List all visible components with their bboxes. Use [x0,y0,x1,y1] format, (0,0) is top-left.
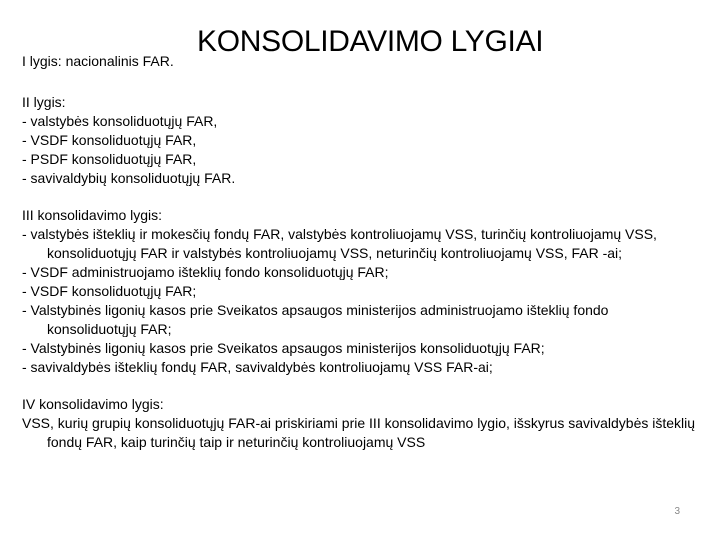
level-four-section [22,395,698,452]
level-four-item: VSS, kurių grupių konsoliduotųjų FAR-ai priskiriami prie III konsolidavimo lygio, išskyrus savivaldybės išteklių fondų FAR, kaip turinčių taip ir neturinčių kontroliuojamų VSS [22,415,696,450]
level-two-section [22,93,698,188]
level-two-item: - PSDF konsoliduotųjų FAR, [22,151,197,167]
level-two-heading: II lygis: [22,94,66,110]
level-three-item: - VSDF administruojamo išteklių fondo konsoliduotųjų FAR; [22,264,389,280]
level-three-heading: III konsolidavimo lygis: [22,207,163,223]
slide-body [22,93,698,470]
level-two-item: - VSDF konsoliduotųjų FAR, [22,132,197,148]
page-number: 3 [674,506,680,517]
level-three-item: - Valstybinės ligonių kasos prie Sveikatos apsaugos ministerijos konsoliduotųjų FAR; [22,340,545,356]
level-one-text: I lygis: nacionalinis FAR. [22,53,174,69]
slide-title: KONSOLIDAVIMO LYGIAI [197,25,544,58]
level-four-heading: IV konsolidavimo lygis: [22,396,164,412]
level-three-item: - VSDF konsoliduotųjų FAR; [22,283,197,299]
level-three-item: - Valstybinės ligonių kasos prie Sveikatos apsaugos ministerijos administruojamo išteklių fondo konsoliduotųjų FAR; [22,302,609,337]
level-three-section [22,206,698,377]
level-three-item: - savivaldybės išteklių fondų FAR, savivaldybės kontroliuojamų VSS FAR-ai; [22,359,493,375]
level-two-item: - valstybės konsoliduotųjų FAR, [22,113,218,129]
level-two-item: - savivaldybių konsoliduotųjų FAR. [22,170,236,186]
level-three-item: - valstybės išteklių ir mokesčių fondų FAR, valstybės kontroliuojamų VSS, turinčių kontroliuojamų VSS, konsoliduotųjų FAR ir valstybės kontroliuojamų VSS, neturinčių kontroliuojamų VSS, FAR -ai; [22,226,657,261]
